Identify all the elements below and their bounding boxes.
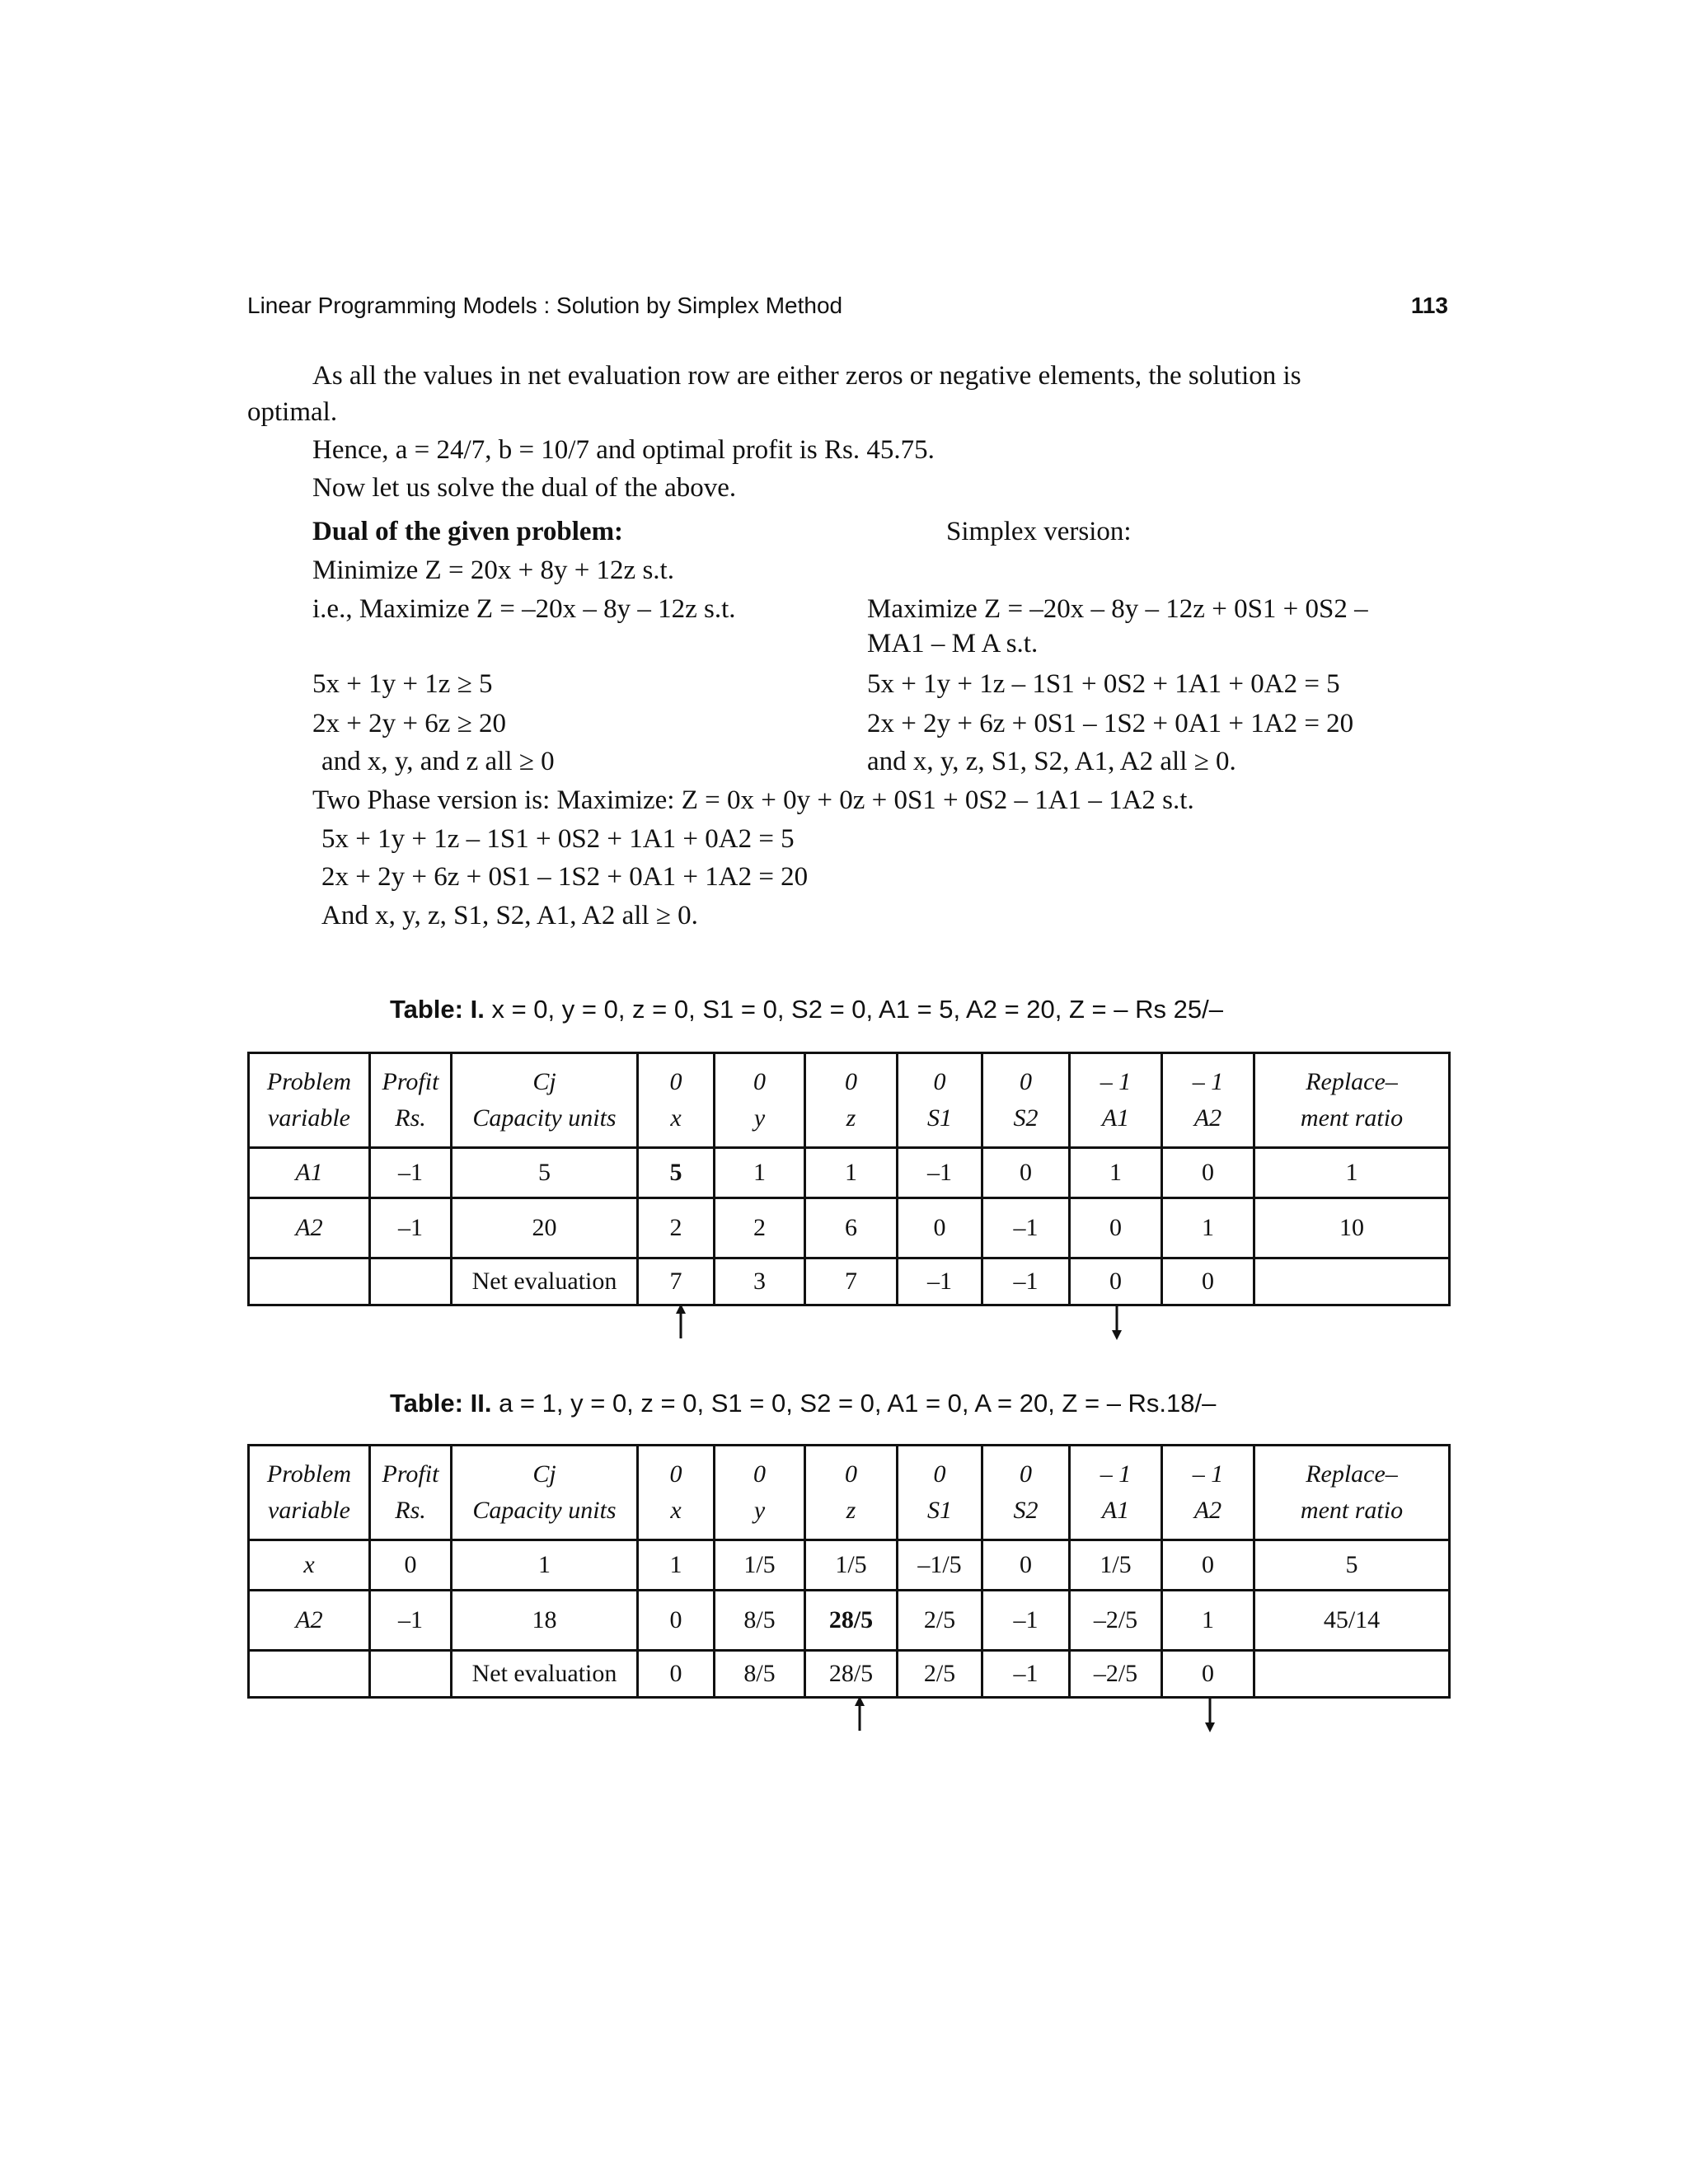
empty-cell [370, 1258, 452, 1305]
empty-cell [249, 1651, 370, 1698]
table-row [249, 1540, 1450, 1591]
coef-cell: 1 [1162, 1198, 1254, 1258]
dual-nonnegativity: and x, y, and z all ≥ 0 [321, 747, 555, 776]
header-cj-capacity: Cj Capacity units [452, 1053, 638, 1148]
net-cell: 0 [1070, 1258, 1162, 1305]
net-cell: 0 [1162, 1258, 1254, 1305]
dual-minimize: Minimize Z = 20x + 8y + 12z s.t. [312, 555, 674, 585]
dual-constraint-1: 5x + 1y + 1z ≥ 5 [312, 669, 493, 699]
simplex-objective-line2: MA1 – M A s.t. [867, 629, 1039, 658]
net-cell: 28/5 [805, 1651, 898, 1698]
simplex-nonnegativity: and x, y, z, S1, S2, A1, A2 all ≥ 0. [867, 747, 1236, 776]
capacity-cell: 5 [452, 1148, 638, 1198]
header-profit: Profit Rs. [370, 1446, 452, 1540]
para-hence: Hence, a = 24/7, b = 10/7 and optimal profit is Rs. 45.75. [312, 435, 935, 465]
leaving-arrow-down-icon [1203, 1696, 1217, 1732]
net-cell: 7 [638, 1258, 715, 1305]
coef-cell: –1 [982, 1198, 1070, 1258]
basic-variable: A2 [249, 1591, 370, 1651]
header-col-z: 0 z [805, 1446, 898, 1540]
coef-cell: –2/5 [1070, 1591, 1162, 1651]
two-phase-constraint-2: 2x + 2y + 6z + 0S1 – 1S2 + 0A1 + 1A2 = 20 [321, 862, 809, 892]
capacity-cell: 20 [452, 1198, 638, 1258]
header-col-a2: – 1 A2 [1162, 1053, 1254, 1148]
net-cell: 3 [715, 1258, 805, 1305]
coef-cell: 8/5 [715, 1591, 805, 1651]
coef-cell: 1 [638, 1540, 715, 1591]
para-optimal-line2: optimal. [247, 397, 338, 427]
header-col-z: 0 z [805, 1053, 898, 1148]
coef-cell: 1 [715, 1148, 805, 1198]
page-number: 113 [1410, 293, 1448, 318]
net-evaluation-label: Net evaluation [452, 1651, 638, 1698]
coef-cell: 1 [1070, 1148, 1162, 1198]
coef-cell: 1 [805, 1148, 898, 1198]
ratio-cell: 1 [1254, 1148, 1450, 1198]
header-col-y: 0 y [715, 1446, 805, 1540]
running-title: Linear Programming Models : Solution by Simplex Method [247, 293, 843, 318]
simplex-constraint-1: 5x + 1y + 1z – 1S1 + 0S2 + 1A1 + 0A2 = 5 [867, 669, 1340, 699]
table1-caption [390, 995, 1223, 1024]
table-row [249, 1198, 1450, 1258]
profit-cell: –1 [370, 1591, 452, 1651]
simplex-objective-line1: Maximize Z = –20x – 8y – 12z + 0S1 + 0S2 – [867, 594, 1368, 624]
coef-cell: 2 [715, 1198, 805, 1258]
header-problem-variable: Problem variable [249, 1446, 370, 1540]
header-replacement-ratio: Replace– ment ratio [1254, 1053, 1450, 1148]
profit-cell: –1 [370, 1198, 452, 1258]
ratio-cell: 5 [1254, 1540, 1450, 1591]
table2-label: Table: II. [390, 1389, 492, 1418]
two-phase-nonnegativity: And x, y, z, S1, S2, A1, A2 all ≥ 0. [321, 901, 698, 930]
net-cell: –1 [898, 1258, 982, 1305]
net-cell: –1 [982, 1651, 1070, 1698]
coef-cell: 1/5 [715, 1540, 805, 1591]
entering-arrow-up-icon [674, 1304, 687, 1340]
table-row [249, 1148, 1450, 1198]
dual-constraint-2: 2x + 2y + 6z ≥ 20 [312, 709, 506, 738]
profit-cell: 0 [370, 1540, 452, 1591]
header-col-y: 0 y [715, 1053, 805, 1148]
coef-cell: 1 [1162, 1591, 1254, 1651]
coef-cell: 0 [982, 1148, 1070, 1198]
header-col-s1: 0 S1 [898, 1446, 982, 1540]
coef-cell: 0 [982, 1540, 1070, 1591]
basic-variable: A2 [249, 1198, 370, 1258]
coef-cell: 2 [638, 1198, 715, 1258]
net-cell: 7 [805, 1258, 898, 1305]
simplex-table-1 [247, 1052, 1451, 1306]
coef-cell: 6 [805, 1198, 898, 1258]
net-evaluation-label: Net evaluation [452, 1258, 638, 1305]
ratio-cell: 10 [1254, 1198, 1450, 1258]
coef-cell: 1/5 [1070, 1540, 1162, 1591]
header-col-a1: – 1 A1 [1070, 1446, 1162, 1540]
dual-heading: Dual of the given problem: [312, 517, 624, 546]
net-cell: –1 [982, 1258, 1070, 1305]
coef-cell: 2/5 [898, 1591, 982, 1651]
coef-cell: –1 [898, 1148, 982, 1198]
header-col-x: 0 x [638, 1053, 715, 1148]
header-problem-variable: Problem variable [249, 1053, 370, 1148]
net-evaluation-row [249, 1258, 1450, 1305]
net-cell: 2/5 [898, 1651, 982, 1698]
dual-ie-maximize: i.e., Maximize Z = –20x – 8y – 12z s.t. [312, 594, 736, 624]
net-cell: 8/5 [715, 1651, 805, 1698]
empty-cell [249, 1258, 370, 1305]
header-col-a2: – 1 A2 [1162, 1446, 1254, 1540]
coef-cell: 0 [1070, 1198, 1162, 1258]
ratio-cell: 45/14 [1254, 1591, 1450, 1651]
header-profit: Profit Rs. [370, 1053, 452, 1148]
coef-cell: 0 [638, 1591, 715, 1651]
entering-arrow-up-icon [853, 1696, 866, 1732]
coef-cell: 0 [1162, 1148, 1254, 1198]
coef-cell: 1/5 [805, 1540, 898, 1591]
empty-cell [1254, 1258, 1450, 1305]
net-cell: 0 [638, 1651, 715, 1698]
table2-caption-text: a = 1, y = 0, z = 0, S1 = 0, S2 = 0, A1 = 0, A = 20, Z = – Rs.18/– [499, 1389, 1217, 1418]
simplex-version-heading: Simplex version: [946, 517, 1132, 546]
coef-cell: 0 [1162, 1540, 1254, 1591]
coef-cell: 0 [898, 1198, 982, 1258]
profit-cell: –1 [370, 1148, 452, 1198]
coef-cell: –1 [982, 1591, 1070, 1651]
para-now: Now let us solve the dual of the above. [312, 473, 737, 503]
header-col-s2: 0 S2 [982, 1053, 1070, 1148]
header-col-a1: – 1 A1 [1070, 1053, 1162, 1148]
key-element-cell: 5 [638, 1148, 715, 1198]
basic-variable: A1 [249, 1148, 370, 1198]
net-evaluation-row [249, 1651, 1450, 1698]
table2-caption [390, 1389, 1216, 1418]
header-replacement-ratio: Replace– ment ratio [1254, 1446, 1450, 1540]
empty-cell [1254, 1651, 1450, 1698]
empty-cell [370, 1651, 452, 1698]
basic-variable: x [249, 1540, 370, 1591]
table1-label: Table: I. [390, 995, 485, 1024]
table-row [249, 1591, 1450, 1651]
header-col-x: 0 x [638, 1446, 715, 1540]
net-cell: 0 [1162, 1651, 1254, 1698]
two-phase-objective: Two Phase version is: Maximize: Z = 0x + 0y + 0z + 0S1 + 0S2 – 1A1 – 1A2 s.t. [312, 785, 1194, 815]
capacity-cell: 18 [452, 1591, 638, 1651]
simplex-table-2 [247, 1444, 1451, 1699]
capacity-cell: 1 [452, 1540, 638, 1591]
coef-cell: –1/5 [898, 1540, 982, 1591]
header-cj-capacity: Cj Capacity units [452, 1446, 638, 1540]
key-element-cell: 28/5 [805, 1591, 898, 1651]
header-col-s2: 0 S2 [982, 1446, 1070, 1540]
net-cell: –2/5 [1070, 1651, 1162, 1698]
table1-caption-text: x = 0, y = 0, z = 0, S1 = 0, S2 = 0, A1 = 5, A2 = 20, Z = – Rs 25/– [491, 995, 1223, 1024]
header-col-s1: 0 S1 [898, 1053, 982, 1148]
two-phase-constraint-1: 5x + 1y + 1z – 1S1 + 0S2 + 1A1 + 0A2 = 5 [321, 824, 795, 854]
leaving-arrow-down-icon [1110, 1304, 1123, 1340]
simplex-constraint-2: 2x + 2y + 6z + 0S1 – 1S2 + 0A1 + 1A2 = 20 [867, 709, 1354, 738]
para-optimal-line1: As all the values in net evaluation row are either zeros or negative elements, the solution is [312, 361, 1301, 391]
